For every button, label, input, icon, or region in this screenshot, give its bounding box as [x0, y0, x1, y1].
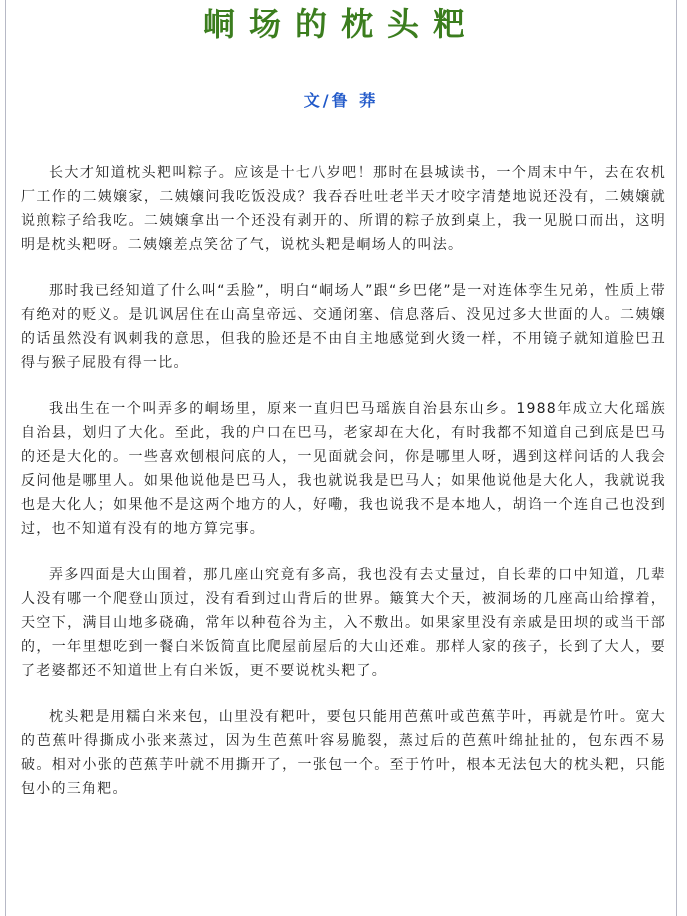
article-body	[21, 161, 666, 823]
article-author: 文/鲁 莽	[303, 91, 379, 110]
article-title: 峒场的枕头粑	[202, 5, 479, 43]
paragraph: 我出生在一个叫弄多的峒场里，原来一直归巴马瑶族自治县东山乡。1988年成立大化瑶族自治县，划归了大化。至此，我的户口在巴马，老家却在大化，有时我都不知道自己到底是巴马的还是大化的。一些喜欢刨根问底的人，一见面就会问，你是哪里人呀，遇到这样问话的人我会反问他是哪里人。如果他说他是巴马人，我也就说我是巴马人；如果他说他是大化人，我就说我也是大化人；如果他不是这两个地方的人，好嘞，我也说我不是本地人，胡诌一个连自己也没到过，也不知道有没有的地方算完事。	[21, 401, 666, 537]
paragraph: 长大才知道枕头粑叫粽子。应该是十七八岁吧！那时在县城读书，一个周末中午，去在农机厂工作的二姨嬢家，二姨嬢问我吃饭没成？我吞吞吐吐老半天才咬字清楚地说还没有，二姨嬢就说煎粽子给我吃。二姨嬢拿出一个还没有剥开的、所谓的粽子放到桌上，我一见脱口而出，这明明是枕头粑呀。二姨嬢差点笑岔了气，说枕头粑是峒场人的叫法。	[21, 165, 666, 253]
paragraph: 那时我已经知道了什么叫“丢脸”，明白“峒场人”跟“乡巴佬”是一对连体孪生兄弟，性质上带有绝对的贬义。是讥讽居住在山高皇帝远、交通闭塞、信息落后、没见过多大世面的人。二姨嬢的话虽然没有讽刺我的意思，但我的脸还是不由自主地感觉到火烫一样，不用镜子就知道脸巴丑得与猴子屁股有得一比。	[21, 283, 666, 371]
paragraph: 弄多四面是大山围着，那几座山究竟有多高，我也没有去丈量过，自长辈的口中知道，几辈人没有哪一个爬登山顶过，没有看到过山背后的世界。簸箕大个天，被洞场的几座高山给撑着，天空下，满目山地多硗确，常年以种苞谷为主，入不敷出。如果家里没有亲戚是田坝的或当干部的，一年里想吃到一餐白米饭简直比爬屋前屋后的大山还难。那样人家的孩子，长到了大人，要了老婆都还不知道世上有白米饭，更不要说枕头粑了。	[21, 567, 666, 679]
paragraph: 枕头粑是用糯白米来包，山里没有粑叶，要包只能用芭蕉叶或芭蕉芋叶，再就是竹叶。宽大的芭蕉叶得撕成小张来蒸过，因为生芭蕉叶容易脆裂，蒸过后的芭蕉叶绵扯扯的，包东西不易破。相对小张的芭蕉芋叶就不用撕开了，一张包一个。至于竹叶，根本无法包大的枕头粑，只能包小的三角粑。	[21, 709, 666, 797]
article-page	[5, 0, 677, 916]
